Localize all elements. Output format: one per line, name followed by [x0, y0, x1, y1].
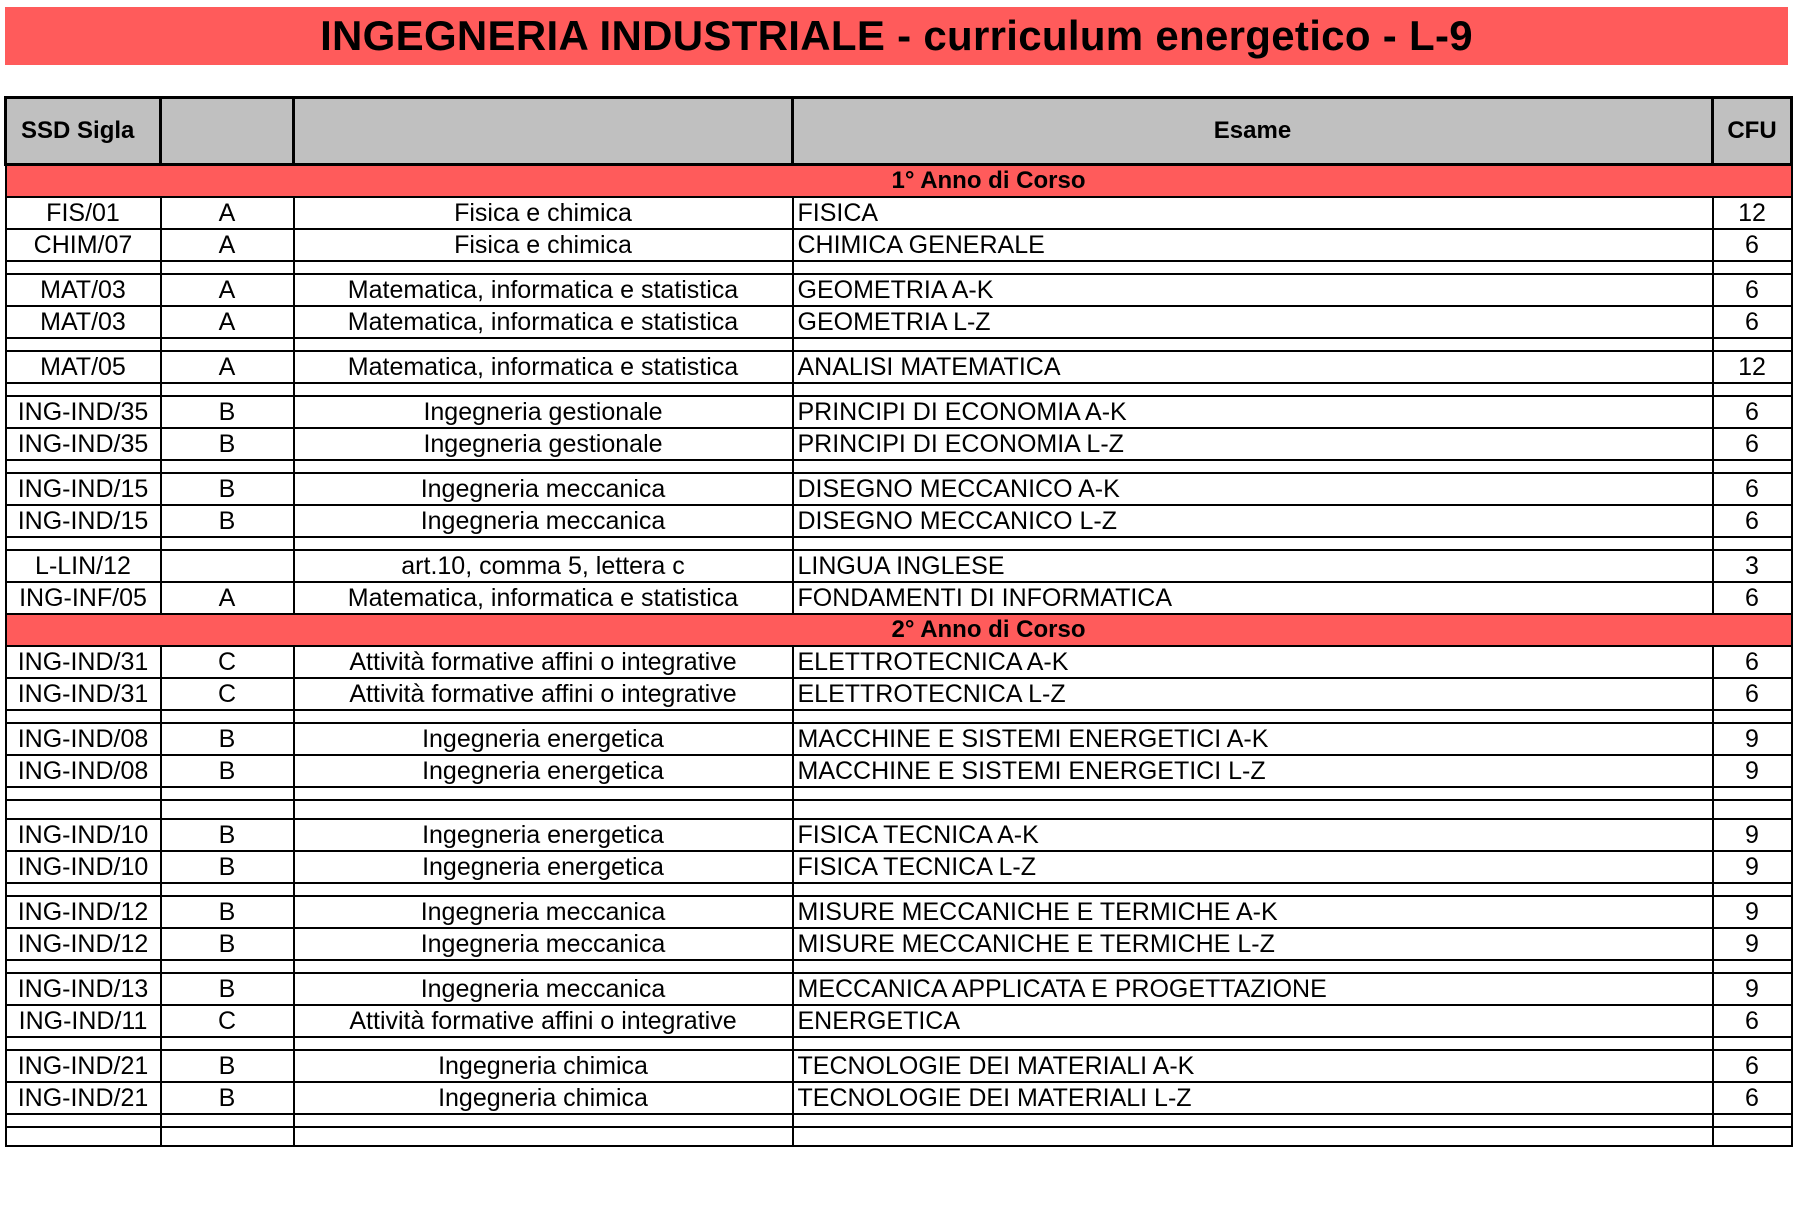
- header-blank-2: [294, 98, 793, 165]
- table-row: [6, 819, 1792, 851]
- spacer-cell: [793, 537, 1713, 550]
- table-row: [6, 1005, 1792, 1037]
- spacer-cell: [793, 1127, 1713, 1146]
- ambito-cell: Ingegneria meccanica: [294, 505, 793, 537]
- cfu-cell: 12: [1713, 197, 1792, 229]
- esame-cell: FISICA: [793, 197, 1713, 229]
- spacer-cell: [294, 960, 793, 973]
- ssd-cell: ING-IND/15: [6, 505, 161, 537]
- spacer-cell: [1713, 883, 1792, 896]
- spacer-cell: [1713, 960, 1792, 973]
- cfu-cell: 6: [1713, 229, 1792, 261]
- spacer-cell: [1713, 800, 1792, 819]
- ambito-cell: Ingegneria energetica: [294, 755, 793, 787]
- spacer-cell: [6, 537, 161, 550]
- table-body: [6, 98, 1792, 1147]
- spacer-cell: [161, 383, 294, 396]
- spacer-cell: [294, 460, 793, 473]
- header-ssd-sigla: SSD Sigla: [6, 98, 161, 165]
- table-row: [6, 646, 1792, 678]
- ambito-cell: Ingegneria energetica: [294, 819, 793, 851]
- ssd-cell: ING-IND/21: [6, 1082, 161, 1114]
- cfu-cell: 6: [1713, 1082, 1792, 1114]
- esame-cell: PRINCIPI DI ECONOMIA A-K: [793, 396, 1713, 428]
- spacer-cell: [161, 787, 294, 800]
- ambito-cell: Ingegneria gestionale: [294, 396, 793, 428]
- spacer-row: [6, 960, 1792, 973]
- spacer-cell: [1713, 1114, 1792, 1127]
- esame-cell: FISICA TECNICA A-K: [793, 819, 1713, 851]
- spacer-cell: [294, 383, 793, 396]
- ssd-cell: L-LIN/12: [6, 550, 161, 582]
- spacer-cell: [6, 1114, 161, 1127]
- cfu-cell: 6: [1713, 396, 1792, 428]
- sigla-cell: A: [161, 197, 294, 229]
- spacer-cell: [161, 960, 294, 973]
- spacer-cell: [6, 1037, 161, 1050]
- spacer-cell: [161, 883, 294, 896]
- sigla-cell: B: [161, 428, 294, 460]
- ssd-cell: ING-IND/31: [6, 646, 161, 678]
- ssd-cell: ING-IND/31: [6, 678, 161, 710]
- spacer-row: [6, 710, 1792, 723]
- ssd-cell: ING-IND/08: [6, 755, 161, 787]
- ssd-cell: MAT/03: [6, 306, 161, 338]
- ambito-cell: Ingegneria gestionale: [294, 428, 793, 460]
- spacer-cell: [793, 960, 1713, 973]
- esame-cell: ELETTROTECNICA L-Z: [793, 678, 1713, 710]
- spacer-cell: [6, 960, 161, 973]
- page-title: INGEGNERIA INDUSTRIALE - curriculum energetico - L-9: [320, 12, 1473, 59]
- spacer-cell: [294, 1037, 793, 1050]
- ambito-cell: Ingegneria meccanica: [294, 928, 793, 960]
- ssd-cell: ING-IND/21: [6, 1050, 161, 1082]
- cfu-cell: 9: [1713, 973, 1792, 1005]
- spacer-row: [6, 800, 1792, 819]
- sigla-cell: [161, 550, 294, 582]
- spacer-cell: [294, 261, 793, 274]
- spacer-cell: [6, 787, 161, 800]
- ambito-cell: Attività formative affini o integrative: [294, 1005, 793, 1037]
- year-header-row: [6, 165, 1792, 198]
- sigla-cell: B: [161, 473, 294, 505]
- ssd-cell: ING-IND/35: [6, 428, 161, 460]
- spacer-row: [6, 883, 1792, 896]
- cfu-cell: 6: [1713, 306, 1792, 338]
- esame-cell: FISICA TECNICA L-Z: [793, 851, 1713, 883]
- spacer-cell: [161, 800, 294, 819]
- cfu-cell: 9: [1713, 896, 1792, 928]
- spacer-cell: [161, 460, 294, 473]
- spacer-cell: [1713, 710, 1792, 723]
- spacer-cell: [161, 338, 294, 351]
- spacer-cell: [793, 460, 1713, 473]
- cfu-cell: 12: [1713, 351, 1792, 383]
- sigla-cell: B: [161, 723, 294, 755]
- ssd-cell: CHIM/07: [6, 229, 161, 261]
- esame-cell: GEOMETRIA A-K: [793, 274, 1713, 306]
- spacer-cell: [793, 383, 1713, 396]
- ssd-cell: MAT/05: [6, 351, 161, 383]
- table-row: [6, 197, 1792, 229]
- sigla-cell: C: [161, 646, 294, 678]
- ssd-cell: ING-IND/08: [6, 723, 161, 755]
- esame-cell: ANALISI MATEMATICA: [793, 351, 1713, 383]
- cfu-cell: 6: [1713, 678, 1792, 710]
- table-header-row: [6, 98, 1792, 165]
- header-cfu: CFU: [1713, 98, 1792, 165]
- ambito-cell: Fisica e chimica: [294, 229, 793, 261]
- ssd-cell: MAT/03: [6, 274, 161, 306]
- esame-cell: DISEGNO MECCANICO A-K: [793, 473, 1713, 505]
- ssd-cell: ING-IND/12: [6, 896, 161, 928]
- spacer-cell: [294, 338, 793, 351]
- spacer-cell: [294, 800, 793, 819]
- cfu-cell: 6: [1713, 274, 1792, 306]
- esame-cell: ELETTROTECNICA A-K: [793, 646, 1713, 678]
- cfu-cell: 6: [1713, 473, 1792, 505]
- sigla-cell: B: [161, 896, 294, 928]
- ambito-cell: Matematica, informatica e statistica: [294, 274, 793, 306]
- year-header-row: [6, 614, 1792, 646]
- esame-cell: TECNOLOGIE DEI MATERIALI A-K: [793, 1050, 1713, 1082]
- cfu-cell: 9: [1713, 723, 1792, 755]
- spacer-cell: [1713, 537, 1792, 550]
- header-esame: Esame: [793, 98, 1713, 165]
- table-row: [6, 473, 1792, 505]
- spacer-row: [6, 1127, 1792, 1146]
- spacer-cell: [294, 787, 793, 800]
- ambito-cell: Ingegneria meccanica: [294, 973, 793, 1005]
- sigla-cell: B: [161, 1082, 294, 1114]
- ambito-cell: art.10, comma 5, lettera c: [294, 550, 793, 582]
- spacer-cell: [793, 338, 1713, 351]
- spacer-cell: [6, 710, 161, 723]
- table-row: [6, 229, 1792, 261]
- spacer-cell: [6, 883, 161, 896]
- table-row: [6, 1082, 1792, 1114]
- table-row: [6, 1050, 1792, 1082]
- spacer-cell: [161, 1114, 294, 1127]
- esame-cell: MACCHINE E SISTEMI ENERGETICI L-Z: [793, 755, 1713, 787]
- esame-cell: TECNOLOGIE DEI MATERIALI L-Z: [793, 1082, 1713, 1114]
- ambito-cell: Ingegneria chimica: [294, 1082, 793, 1114]
- spacer-cell: [6, 1127, 161, 1146]
- ambito-cell: Ingegneria energetica: [294, 723, 793, 755]
- title-bar: [5, 7, 1788, 65]
- sigla-cell: B: [161, 973, 294, 1005]
- spacer-cell: [294, 710, 793, 723]
- table-row: [6, 351, 1792, 383]
- header-blank-1: [161, 98, 294, 165]
- sigla-cell: A: [161, 274, 294, 306]
- curriculum-table: [4, 96, 1793, 1147]
- spacer-row: [6, 1037, 1792, 1050]
- cfu-cell: 6: [1713, 582, 1792, 614]
- cfu-cell: 6: [1713, 1005, 1792, 1037]
- sigla-cell: B: [161, 396, 294, 428]
- table-row: [6, 723, 1792, 755]
- table-row: [6, 396, 1792, 428]
- spacer-row: [6, 1114, 1792, 1127]
- sigla-cell: C: [161, 1005, 294, 1037]
- cfu-cell: 6: [1713, 646, 1792, 678]
- spacer-cell: [793, 1037, 1713, 1050]
- ambito-cell: Ingegneria energetica: [294, 851, 793, 883]
- year-label: 2° Anno di Corso: [6, 614, 1792, 646]
- table-row: [6, 973, 1792, 1005]
- ssd-cell: ING-IND/35: [6, 396, 161, 428]
- esame-cell: DISEGNO MECCANICO L-Z: [793, 505, 1713, 537]
- sigla-cell: A: [161, 582, 294, 614]
- ssd-cell: ING-IND/11: [6, 1005, 161, 1037]
- table-row: [6, 851, 1792, 883]
- cfu-cell: 6: [1713, 505, 1792, 537]
- spacer-cell: [294, 1127, 793, 1146]
- esame-cell: CHIMICA GENERALE: [793, 229, 1713, 261]
- ambito-cell: Fisica e chimica: [294, 197, 793, 229]
- ssd-cell: ING-INF/05: [6, 582, 161, 614]
- spacer-row: [6, 537, 1792, 550]
- cfu-cell: 9: [1713, 755, 1792, 787]
- sigla-cell: A: [161, 306, 294, 338]
- spacer-cell: [1713, 383, 1792, 396]
- esame-cell: PRINCIPI DI ECONOMIA L-Z: [793, 428, 1713, 460]
- cfu-cell: 9: [1713, 819, 1792, 851]
- spacer-row: [6, 338, 1792, 351]
- table-row: [6, 274, 1792, 306]
- sigla-cell: B: [161, 1050, 294, 1082]
- spacer-cell: [793, 710, 1713, 723]
- esame-cell: MACCHINE E SISTEMI ENERGETICI A-K: [793, 723, 1713, 755]
- spacer-cell: [6, 261, 161, 274]
- sigla-cell: B: [161, 755, 294, 787]
- spacer-cell: [793, 261, 1713, 274]
- spacer-cell: [793, 787, 1713, 800]
- ssd-cell: ING-IND/13: [6, 973, 161, 1005]
- spacer-cell: [161, 1127, 294, 1146]
- ambito-cell: Ingegneria meccanica: [294, 896, 793, 928]
- spacer-cell: [6, 338, 161, 351]
- ssd-cell: FIS/01: [6, 197, 161, 229]
- table-row: [6, 582, 1792, 614]
- year-label: 1° Anno di Corso: [6, 165, 1792, 198]
- cfu-cell: 9: [1713, 851, 1792, 883]
- spacer-cell: [6, 383, 161, 396]
- sigla-cell: A: [161, 351, 294, 383]
- spacer-row: [6, 787, 1792, 800]
- spacer-cell: [161, 710, 294, 723]
- esame-cell: MISURE MECCANICHE E TERMICHE L-Z: [793, 928, 1713, 960]
- spacer-row: [6, 383, 1792, 396]
- spacer-cell: [161, 261, 294, 274]
- ambito-cell: Ingegneria meccanica: [294, 473, 793, 505]
- spacer-cell: [294, 883, 793, 896]
- table-row: [6, 550, 1792, 582]
- cfu-cell: 6: [1713, 1050, 1792, 1082]
- esame-cell: GEOMETRIA L-Z: [793, 306, 1713, 338]
- esame-cell: LINGUA INGLESE: [793, 550, 1713, 582]
- table-row: [6, 428, 1792, 460]
- spacer-cell: [1713, 261, 1792, 274]
- spacer-cell: [161, 1037, 294, 1050]
- spacer-cell: [294, 537, 793, 550]
- ssd-cell: ING-IND/10: [6, 819, 161, 851]
- ssd-cell: ING-IND/12: [6, 928, 161, 960]
- sigla-cell: B: [161, 505, 294, 537]
- spacer-cell: [6, 460, 161, 473]
- sigla-cell: B: [161, 819, 294, 851]
- spacer-cell: [793, 883, 1713, 896]
- spacer-cell: [6, 800, 161, 819]
- ssd-cell: ING-IND/15: [6, 473, 161, 505]
- sigla-cell: B: [161, 851, 294, 883]
- ambito-cell: Ingegneria chimica: [294, 1050, 793, 1082]
- spacer-row: [6, 460, 1792, 473]
- spacer-cell: [1713, 460, 1792, 473]
- cfu-cell: 9: [1713, 928, 1792, 960]
- ambito-cell: Attività formative affini o integrative: [294, 678, 793, 710]
- cfu-cell: 6: [1713, 428, 1792, 460]
- table-row: [6, 896, 1792, 928]
- ssd-cell: ING-IND/10: [6, 851, 161, 883]
- table-row: [6, 306, 1792, 338]
- spacer-cell: [793, 800, 1713, 819]
- esame-cell: ENERGETICA: [793, 1005, 1713, 1037]
- spacer-cell: [1713, 1127, 1792, 1146]
- spacer-cell: [793, 1114, 1713, 1127]
- spacer-cell: [1713, 1037, 1792, 1050]
- esame-cell: MISURE MECCANICHE E TERMICHE A-K: [793, 896, 1713, 928]
- table-row: [6, 928, 1792, 960]
- sigla-cell: B: [161, 928, 294, 960]
- esame-cell: MECCANICA APPLICATA E PROGETTAZIONE: [793, 973, 1713, 1005]
- spacer-cell: [1713, 338, 1792, 351]
- spacer-cell: [1713, 787, 1792, 800]
- ambito-cell: Matematica, informatica e statistica: [294, 306, 793, 338]
- spacer-row: [6, 261, 1792, 274]
- cfu-cell: 3: [1713, 550, 1792, 582]
- table-row: [6, 755, 1792, 787]
- ambito-cell: Matematica, informatica e statistica: [294, 582, 793, 614]
- table-row: [6, 505, 1792, 537]
- spacer-cell: [161, 537, 294, 550]
- ambito-cell: Matematica, informatica e statistica: [294, 351, 793, 383]
- spacer-cell: [294, 1114, 793, 1127]
- sigla-cell: C: [161, 678, 294, 710]
- ambito-cell: Attività formative affini o integrative: [294, 646, 793, 678]
- esame-cell: FONDAMENTI DI INFORMATICA: [793, 582, 1713, 614]
- sigla-cell: A: [161, 229, 294, 261]
- table-row: [6, 678, 1792, 710]
